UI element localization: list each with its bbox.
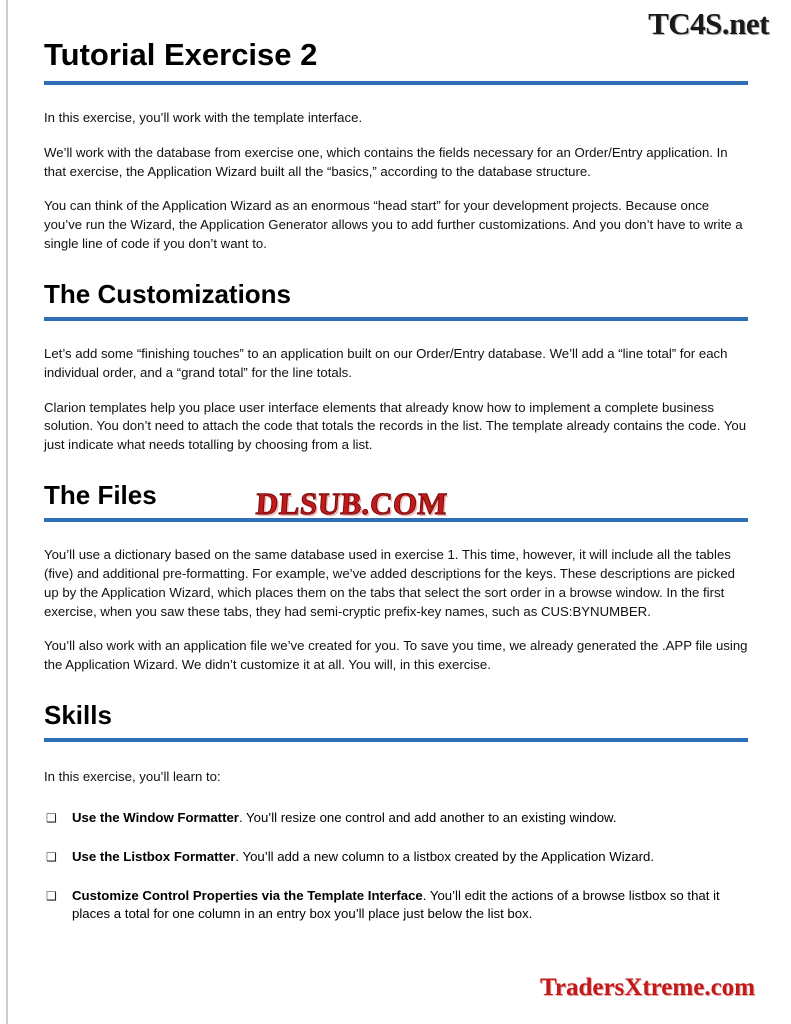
skill-rest-1: . You’ll resize one control and add another to an existing window. [238,810,617,826]
section-heading-customizations: The Customizations [44,278,292,309]
skill-lead-1: Use the Window Formatter [72,810,239,826]
section-rule-customizations [44,317,748,321]
intro-paragraph-2: We’ll work with the database from exercise one, which contains the fields necessary for an Order/Entry application. In that exercise, the Application Wizard built all the “basics,” according to the database structure. [44,144,728,179]
checkbox-bullet-icon: ❑ [46,811,57,826]
section-skills [44,701,748,924]
section-heading-skills: Skills [44,699,112,730]
intro-paragraph-1: In this exercise, you’ll work with the template interface. [44,110,363,126]
list-item [44,887,748,924]
watermark-bottom: TradersXtreme.com [540,974,755,1001]
customizations-paragraph-2: Clarion templates help you place user interface elements that already know how to implement a complete business solution. You don’t need to attach the code that totals the records in the list. The template already contains the code. You just indicate what needs totalling by choosing from a list. [44,399,747,453]
section-heading-files: The Files [44,479,157,510]
checkbox-bullet-icon: ❑ [46,849,57,864]
title-block [44,0,748,85]
intro-paragraph-3: You can think of the Application Wizard as an enormous “head start” for your development projects. Because once you’ve run the Wizard, the Application Generator allows you to add further customizations. And you don’t have to write a single line of code if you don’t want to. [44,198,743,251]
section-rule-skills [44,738,748,742]
document-content [44,0,748,944]
skills-intro-paragraph: In this exercise, you’ll learn to: [44,769,221,785]
title-rule [44,81,748,85]
intro-block [44,109,748,253]
section-customizations [44,280,748,455]
checkbox-bullet-icon: ❑ [46,888,57,903]
skill-rest-3: . You’ll edit the actions of a browse listbox so that it places a total for one column in an entry box you’ll place just below the list box. [72,887,720,922]
page-title: Tutorial Exercise 2 [44,37,318,72]
skill-lead-2: Use the Listbox Formatter [72,848,236,864]
files-paragraph-2: You’ll also work with an application file we’ve created for you. To save you time, we already generated the .APP file using the Application Wizard. We didn’t customize it at all. You will, in this exercise. [44,638,748,673]
list-item [44,809,748,828]
list-item [44,848,748,867]
watermark-top: TC4S.net [648,6,769,41]
skill-lead-3: Customize Control Properties via the Template Interface [72,887,423,903]
page-left-rule [6,0,8,1024]
customizations-paragraph-1: Let’s add some “finishing touches” to an application built on our Order/Entry database. We’ll add a “line total” for each individual order, and a “grand total” for the line totals. [44,346,728,380]
files-paragraph-1: You’ll use a dictionary based on the same database used in exercise 1. This time, however, it will include all the tables (five) and additional pre-formatting. For example, we’ve added descriptions for the keys. These descriptions are picked up by the Application Wizard, which places them on the tabs that select the sort order in a browse window. In the first exercise, when you saw these tabs, they had semi-cryptic prefix-key names, such as CUS:BYNUMBER. [44,547,735,619]
watermark-middle: DLSUB.COM [254,486,449,521]
skills-list [44,809,748,924]
skill-rest-2: . You’ll add a new column to a listbox created by the Application Wizard. [235,848,655,864]
